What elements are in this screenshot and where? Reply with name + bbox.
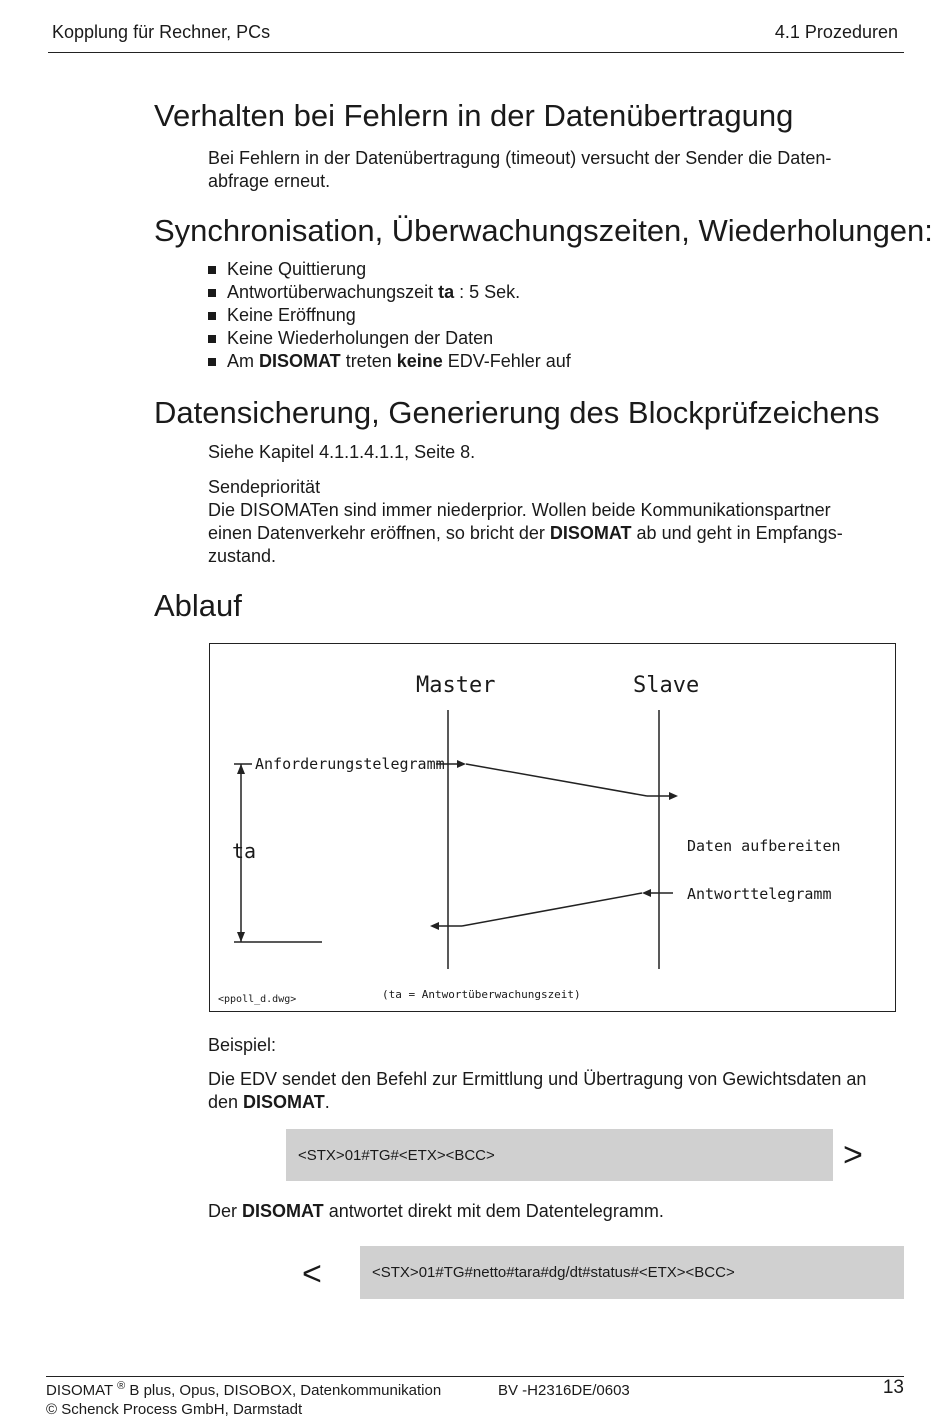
response-telegram-box (360, 1246, 904, 1299)
heading-sync: Synchronisation, Überwachungszeiten, Wiederholungen: (154, 213, 933, 248)
bullet-item: Keine Eröffnung (208, 304, 571, 327)
paragraph-line: den DISOMAT. (208, 1092, 330, 1112)
header-chapter: Kopplung für Rechner, PCs (52, 22, 271, 42)
bullet-item: Keine Quittierung (208, 258, 571, 281)
footer-document-number: BV -H2316DE/0603 (498, 1382, 630, 1399)
slave-label: Slave (633, 673, 700, 698)
heading-ablauf: Ablauf (154, 588, 242, 623)
drawing-file-label: <ppoll_d.dwg> (218, 994, 297, 1005)
example-label: Beispiel: (208, 1035, 277, 1055)
paragraph-line: Die DISOMATen sind immer niederprior. Wollen beide Kommunikationspartner (208, 500, 831, 520)
footer-product: DISOMAT ® B plus, Opus, DISOBOX, Datenkommunikation (46, 1380, 442, 1399)
heading-fehler: Verhalten bei Fehlern in der Datenübertragung (154, 98, 794, 133)
footer-copyright: © Schenck Process GmbH, Darmstadt (46, 1401, 303, 1418)
paragraph-prio (208, 476, 908, 568)
bullet-item: Antwortüberwachungszeit ta : 5 Sek. (208, 281, 571, 304)
send-direction-arrow: > (843, 1136, 863, 1174)
paragraph-line: Die EDV sendet den Befehl zur Ermittlung und Übertragung von Gewichtsdaten an (208, 1069, 867, 1089)
ta-label: ta (232, 839, 257, 863)
paragraph-ref: Siehe Kapitel 4.1.1.4.1.1, Seite 8. (208, 442, 476, 462)
ta-arrowhead-bottom (237, 932, 245, 942)
paragraph-line: Bei Fehlern in der Datenübertragung (timeout) versucht der Sender die Daten- (208, 148, 832, 168)
ta-arrowhead-top (237, 764, 245, 774)
header-section: 4.1 Prozeduren (774, 22, 898, 42)
example-description (208, 1068, 908, 1114)
paragraph-line: zustand. (208, 546, 277, 566)
response-message-line (462, 893, 642, 926)
ta-legend-note: (ta = Antwortüberwachungszeit) (382, 988, 581, 1001)
receive-direction-arrow: < (302, 1255, 322, 1293)
response-arrowhead-master (430, 922, 439, 930)
bullet-item: Am DISOMAT treten keine EDV-Fehler auf (208, 350, 571, 373)
sequence-diagram (209, 643, 896, 1012)
page-number: 13 (882, 1377, 904, 1398)
prepare-label: Daten aufbereiten (687, 837, 841, 855)
request-arrowhead-master (457, 760, 466, 768)
response-telegram-text: <STX>01#TG#netto#tara#dg/dt#status#<ETX><BCC> (372, 1264, 735, 1281)
request-label: Anforderungstelegramm (255, 755, 445, 773)
command-telegram-text: <STX>01#TG#<ETX><BCC> (298, 1146, 495, 1164)
bullet-item: Keine Wiederholungen der Daten (208, 327, 571, 350)
command-telegram-box (286, 1129, 833, 1181)
page-header (48, 22, 904, 53)
response-arrowhead-slave (642, 889, 651, 897)
page-footer (46, 1376, 904, 1418)
reply-description: Der DISOMAT antwortet direkt mit dem Datentelegramm. (208, 1201, 664, 1221)
paragraph-line: Sendepriorität (208, 477, 321, 497)
sequence-diagram-svg (210, 644, 897, 1013)
paragraph-line: einen Datenverkehr eröffnen, so bricht der DISOMAT ab und geht in Empfangs- (208, 523, 843, 543)
request-arrowhead-slave (669, 792, 678, 800)
sync-bullet-list (208, 258, 571, 373)
request-message-line (466, 764, 647, 796)
paragraph-fehler (208, 147, 908, 193)
heading-sicherung: Datensicherung, Generierung des Blockprüfzeichens (154, 395, 880, 430)
paragraph-line: abfrage erneut. (208, 171, 331, 191)
response-label: Antworttelegramm (687, 885, 832, 903)
master-label: Master (416, 673, 496, 698)
